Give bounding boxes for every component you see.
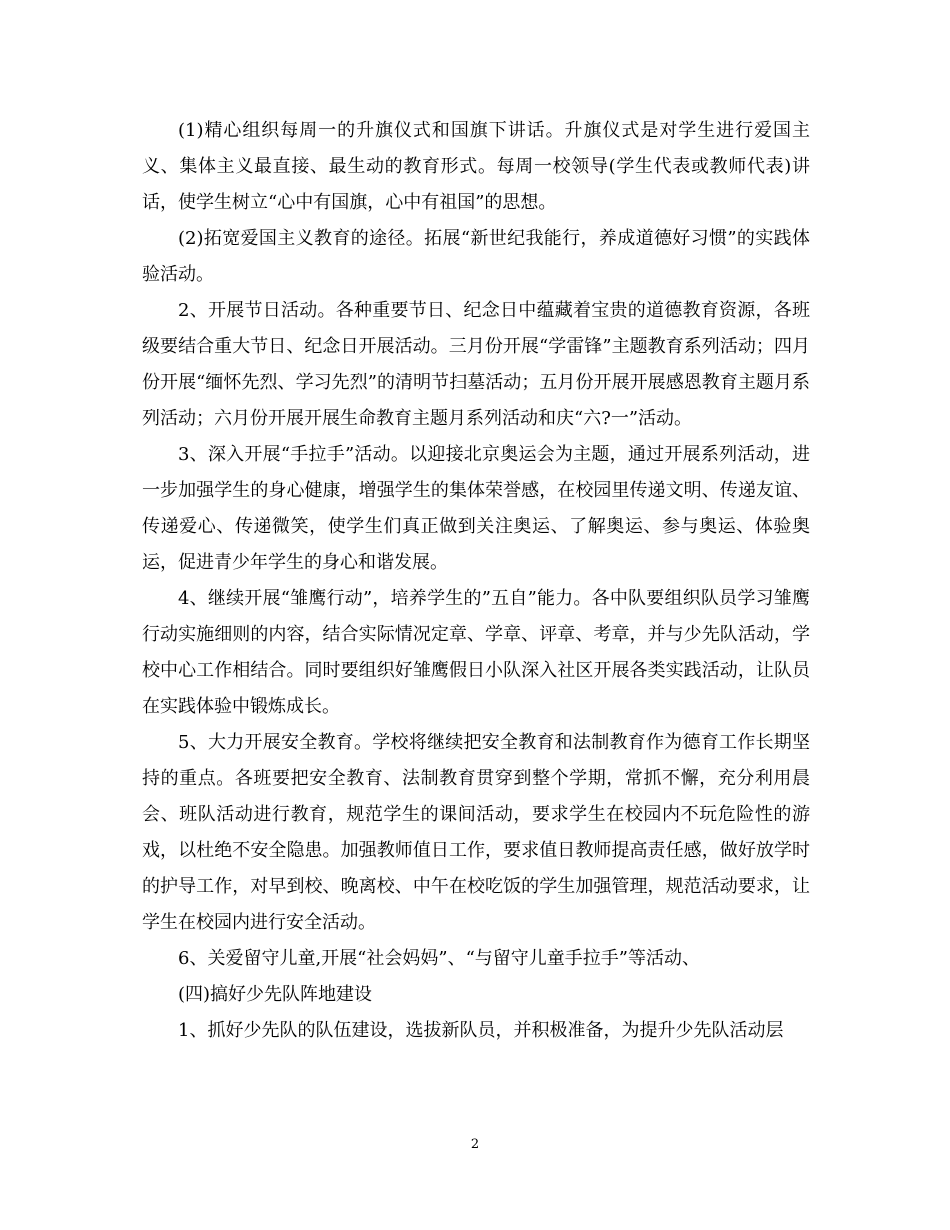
paragraph-festival-activities: 2、开展节日活动。各种重要节日、纪念日中蕴藏着宝贵的道德教育资源，各班级要结合重大节日、纪念日开展活动。三月份开展“学雷锋”主题教育系列活动；四月份开展“缅怀先烈、学习先烈”的清明节扫墓活动；五月份开展开展感恩教育主题月系列活动；六月份开展开展生命教育主题月系列活动和庆“六?一”活动。 [142, 300, 810, 429]
paragraph-eaglet-action: 4、继续开展“雏鹰行动”，培养学生的”五自”能力。各中队要组织队员学习雏鹰行动实施细则的内容，结合实际情况定章、学章、评章、考章，并与少先队活动，学校中心工作相结合。同时要组织好雏鹰假日小队深入社区开展各类实践活动，让队员在实践体验中锻炼成长。 [142, 588, 810, 717]
paragraph-flag-ceremony: (1)精心组织每周一的升旗仪式和国旗下讲话。升旗仪式是对学生进行爱国主义、集体主义最直接、最生动的教育形式。每周一校领导(学生代表或教师代表)讲话，使学生树立“心中有国旗，心中有祖国”的思想。 [142, 120, 810, 213]
document-body [142, 113, 810, 1049]
paragraph-team-building: 1、抓好少先队的队伍建设，选拔新队员，并积极准备，为提升少先队活动层 [178, 1020, 784, 1041]
page-number: 2 [470, 1137, 480, 1152]
paragraph-hand-in-hand: 3、深入开展“手拉手”活动。以迎接北京奥运会为主题，通过开展系列活动，进一步加强学生的身心健康，增强学生的集体荣誉感，在校园里传递文明、传递友谊、传递爱心、传递微笑，使学生们真正做到关注奥运、了解奥运、参与奥运、体验奥运，促进青少年学生的身心和谐发展。 [142, 444, 810, 573]
paragraph-safety-education: 5、大力开展安全教育。学校将继续把安全教育和法制教育作为德育工作长期坚持的重点。各班要把安全教育、法制教育贯穿到整个学期，常抓不懈，充分利用晨会、班队活动进行教育，规范学生的课间活动，要求学生在校园内不玩危险性的游戏，以杜绝不安全隐患。加强教师值日工作，要求值日教师提高责任感，做好放学时的护导工作，对早到校、晚离校、中午在校吃饭的学生加强管理，规范活动要求，让学生在校园内进行安全活动。 [142, 732, 810, 933]
paragraph-left-behind-children: 6、关爱留守儿童,开展“社会妈妈”、“与留守儿童手拉手”等活动、 [178, 948, 700, 969]
section-heading-position-building: (四)搞好少先队阵地建设 [178, 984, 373, 1005]
paragraph-patriotic-education: (2)拓宽爱国主义教育的途径。拓展“新世纪我能行，养成道德好习惯”的实践体验活动。 [142, 228, 810, 285]
